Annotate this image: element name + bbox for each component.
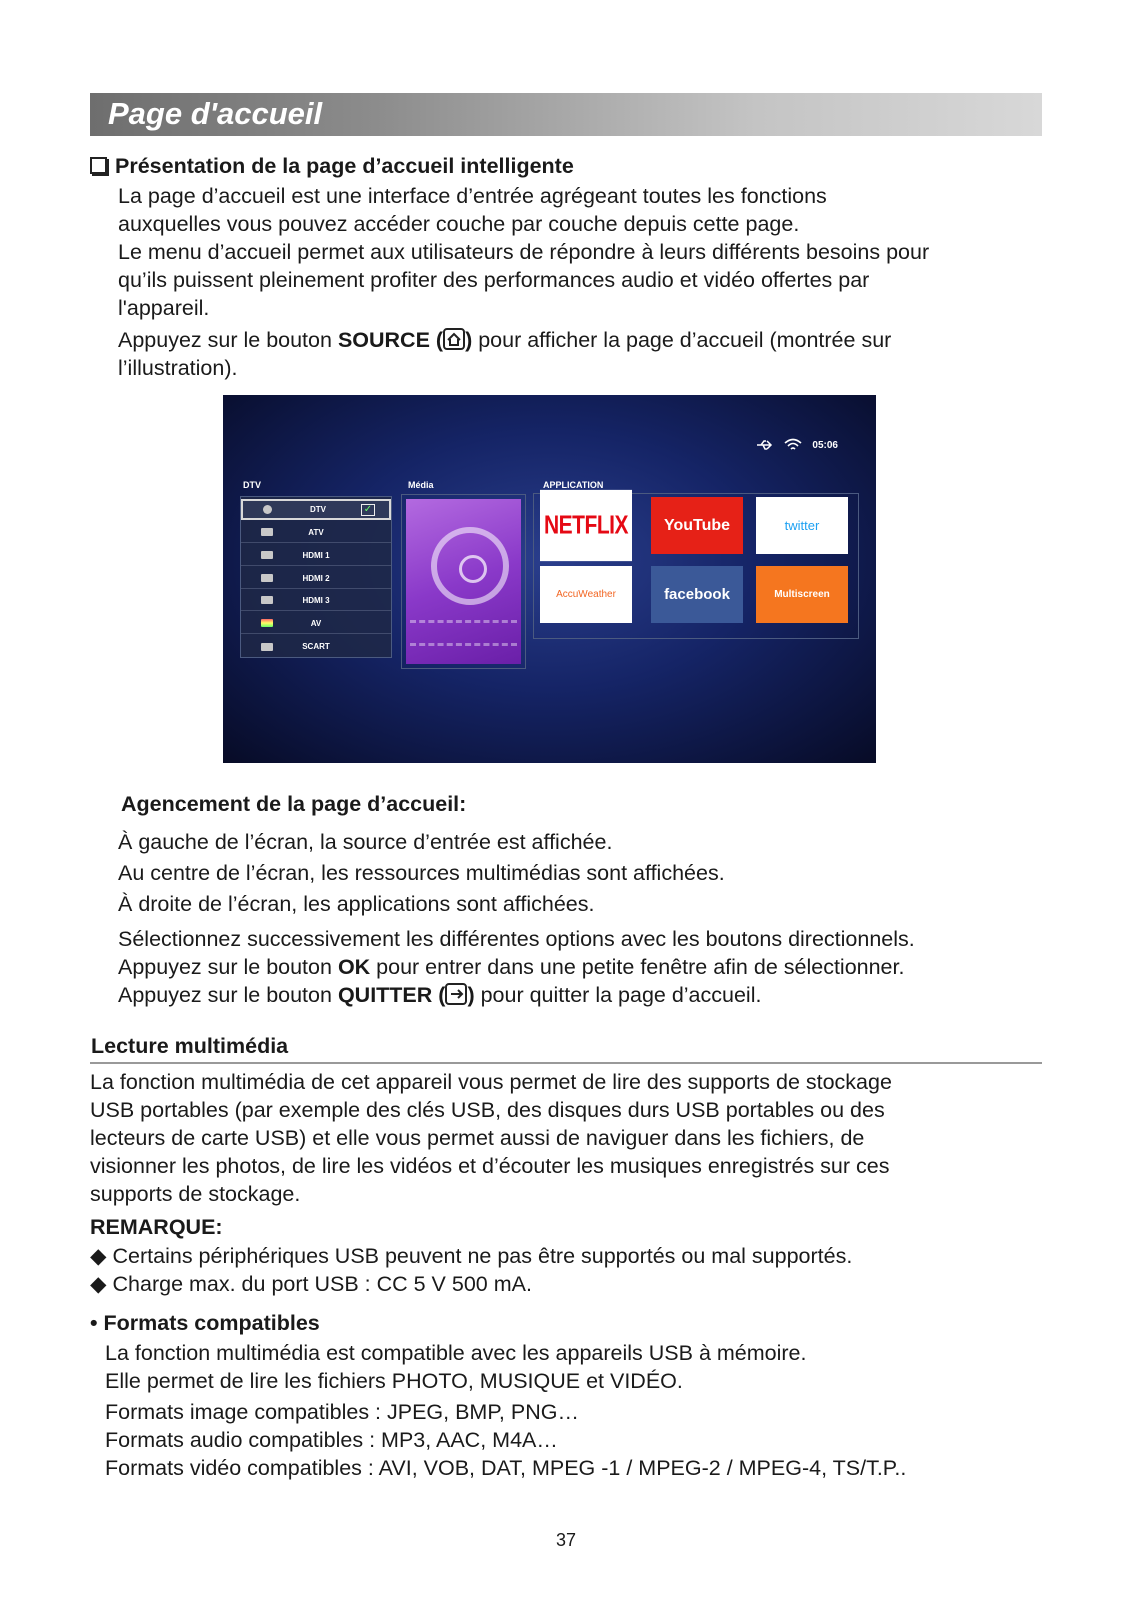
multimedia-line-1: La fonction multimédia de cet appareil vous permet de lire des supports de stockage: [90, 1070, 892, 1094]
multimedia-line-5: supports de stockage.: [90, 1182, 301, 1206]
ok-button-label: OK: [337, 955, 371, 979]
formats-heading: • Formats compatibles: [90, 1311, 320, 1335]
source-button-close: ): [465, 328, 473, 352]
source-label: ATV: [308, 527, 324, 537]
home-icon: [443, 328, 465, 350]
section-divider: [90, 1062, 1042, 1064]
source-list: [240, 496, 392, 658]
quit-post: pour quitter la page d’accueil.: [474, 983, 762, 1007]
ok-pre: Appuyez sur le bouton: [118, 955, 338, 979]
remark-item-1: ◆ Certains périphériques USB peuvent ne pas être supportés ou mal supportés.: [90, 1244, 853, 1268]
source-button-label: SOURCE (: [337, 328, 444, 352]
title-banner: [90, 93, 1042, 136]
source-label: HDMI 2: [302, 573, 330, 583]
intro-heading: [90, 152, 574, 180]
application-grid: [533, 493, 859, 639]
formats-line-3: Formats image compatibles : JPEG, BMP, PNG…: [105, 1400, 579, 1424]
source-instruction: [118, 326, 891, 354]
exit-icon: [445, 983, 467, 1005]
source-item-hdmi1[interactable]: [241, 545, 391, 566]
formats-line-5: Formats vidéo compatibles : AVI, VOB, DAT, MPEG -1 / MPEG-2 / MPEG-4, TS/T.P..: [105, 1456, 907, 1480]
page-number: 37: [555, 1530, 577, 1550]
source-line-2: l’illustration).: [118, 356, 238, 380]
formats-line-1: La fonction multimédia est compatible avec les appareils USB à mémoire.: [105, 1341, 807, 1365]
intro-line-1: La page d’accueil est une interface d’entrée agrégeant toutes les fonctions: [118, 184, 827, 208]
media-header: Média: [408, 480, 434, 490]
disc-icon: [431, 527, 509, 605]
app-multiscreen[interactable]: Multiscreen: [756, 566, 848, 623]
intro-line-4: qu’ils puissent pleinement profiter des performances audio et vidéo offertes par: [118, 268, 870, 292]
film-strip-icon: [410, 620, 517, 646]
checkbox-icon: [90, 157, 107, 174]
quit-instruction: [118, 981, 761, 1009]
source-item-av[interactable]: [241, 613, 391, 634]
source-item-dtv[interactable]: [241, 499, 391, 520]
multimedia-line-4: visionner les photos, de lire les vidéos et d’écouter les musiques enregistrés sur ces: [90, 1154, 890, 1178]
source-label: DTV: [310, 505, 326, 514]
source-item-hdmi3[interactable]: [241, 590, 391, 611]
hdmi-icon: [261, 596, 273, 604]
intro-line-2: auxquelles vous pouvez accéder couche par couche depuis cette page.: [118, 212, 800, 236]
hdmi-icon: [261, 574, 273, 582]
source-item-atv[interactable]: [241, 522, 391, 543]
av-icon: [261, 619, 273, 627]
layout-line-3: À droite de l’écran, les applications sont affichées.: [118, 892, 595, 916]
layout-line-4: Sélectionnez successivement les différentes options avec les boutons directionnels.: [118, 927, 915, 951]
dtv-icon: [263, 505, 272, 514]
check-icon: ✓: [361, 504, 375, 516]
app-youtube[interactable]: YouTube: [651, 497, 743, 554]
source-post: pour afficher la page d’accueil (montrée sur: [472, 328, 892, 352]
home-screen-illustration: [223, 395, 876, 763]
media-tile[interactable]: [401, 494, 526, 669]
layout-heading: Agencement de la page d’accueil:: [121, 792, 467, 816]
quit-pre: Appuyez sur le bouton: [118, 983, 338, 1007]
multimedia-line-2: USB portables (par exemple des clés USB, des disques durs USB portables ou des: [90, 1098, 885, 1122]
status-bar: [756, 438, 838, 452]
wifi-icon: [784, 438, 802, 452]
multimedia-line-3: lecteurs de carte USB) et elle vous permet aussi de naviguer dans les fichiers, de: [90, 1126, 865, 1150]
atv-icon: [261, 528, 273, 536]
intro-heading-text: Présentation de la page d’accueil intelligente: [115, 154, 574, 178]
remark-heading: REMARQUE:: [90, 1215, 223, 1239]
intro-line-3: Le menu d’accueil permet aux utilisateurs de répondre à leurs différents besoins pour: [118, 240, 930, 264]
ok-post: pour entrer dans une petite fenêtre afin de sélectionner.: [370, 955, 905, 979]
application-header: APPLICATION: [543, 480, 604, 490]
ok-instruction: [118, 953, 904, 981]
source-label: SCART: [302, 642, 330, 651]
formats-line-2: Elle permet de lire les fichiers PHOTO, MUSIQUE et VIDÉO.: [105, 1369, 683, 1393]
clock: 05:06: [812, 439, 838, 451]
source-label: AV: [310, 618, 322, 628]
usb-icon: [756, 439, 774, 451]
source-label: HDMI 1: [302, 550, 330, 560]
layout-line-2: Au centre de l’écran, les ressources multimédias sont affichées.: [118, 861, 725, 885]
app-facebook[interactable]: facebook: [651, 566, 743, 623]
media-card: [406, 499, 521, 664]
quit-button-label: QUITTER (: [337, 983, 446, 1007]
source-label: HDMI 3: [302, 595, 330, 605]
multimedia-heading: Lecture multimédia: [91, 1034, 289, 1058]
source-item-scart[interactable]: [241, 636, 391, 657]
app-netflix[interactable]: NETFLIX: [540, 490, 632, 561]
source-pre: Appuyez sur le bouton: [118, 328, 338, 352]
app-accuweather[interactable]: AccuWeather: [540, 566, 632, 623]
quit-button-close: ): [467, 983, 475, 1007]
intro-line-5: l'appareil.: [118, 296, 210, 320]
scart-icon: [261, 643, 273, 651]
formats-line-4: Formats audio compatibles : MP3, AAC, M4A…: [105, 1428, 558, 1452]
layout-line-1: À gauche de l’écran, la source d’entrée est affichée.: [118, 830, 613, 854]
app-twitter[interactable]: twitter: [756, 497, 848, 554]
source-item-hdmi2[interactable]: [241, 568, 391, 589]
page-title: Page d'accueil: [108, 96, 323, 131]
hdmi-icon: [261, 551, 273, 559]
dtv-header: DTV: [243, 480, 261, 490]
remark-item-2: ◆ Charge max. du port USB : CC 5 V 500 mA.: [90, 1272, 532, 1296]
